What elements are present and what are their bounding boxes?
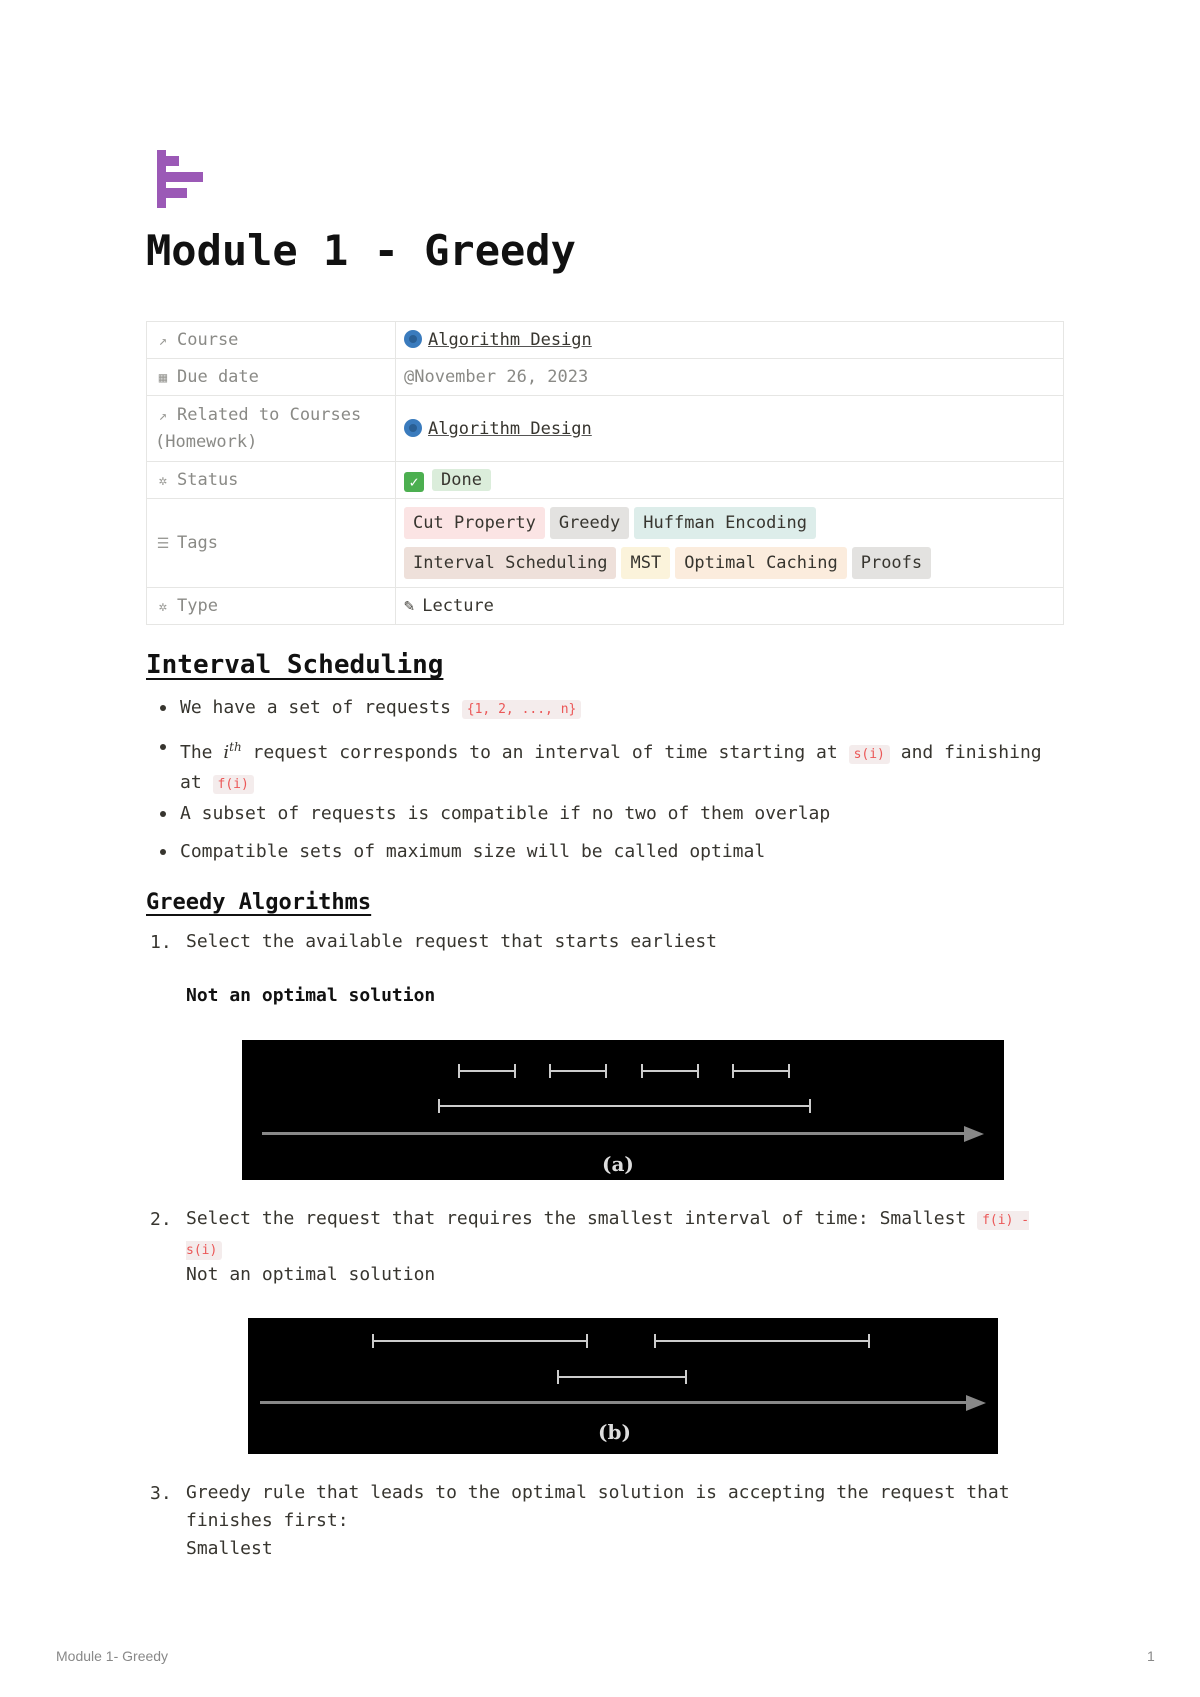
bullet-item: [180, 694, 581, 724]
bullet-text: request corresponds to an interval of time starting at: [252, 742, 838, 763]
inline-code: f(i) - s(i): [186, 1213, 1030, 1258]
math-i-th: $i^{th}$: [223, 740, 242, 763]
list-item-line: Greedy rule that leads to the optimal solution is accepting the request that: [186, 1482, 1010, 1503]
property-row-tags: [147, 499, 1064, 588]
property-row-status: [147, 462, 1064, 499]
calendar-icon: ▦: [158, 370, 168, 386]
bullet-dot: [160, 744, 166, 750]
footer-page-title: Module 1- Greedy: [56, 1648, 169, 1664]
interval-bar: [458, 1070, 516, 1072]
course-badge-icon: [404, 330, 422, 348]
related-course-link[interactable]: Algorithm Design: [428, 418, 592, 439]
relation-arrow-icon: ↗: [158, 408, 168, 424]
property-row-type: [147, 588, 1064, 625]
bullet-text: and finishing: [900, 742, 1042, 763]
interval-bar: [641, 1070, 699, 1072]
bullet-item: A subset of requests is compatible if no two of them overlap: [180, 803, 831, 824]
inline-code: s(i): [849, 745, 890, 764]
section-heading-interval-scheduling: Interval Scheduling: [146, 650, 444, 680]
bullet-item: Compatible sets of maximum size will be called optimal: [180, 841, 766, 862]
gear-icon: ✲: [158, 473, 168, 489]
diagram-figure-a: [242, 1040, 1004, 1180]
property-label: Status: [177, 470, 239, 490]
memo-icon: ✎: [404, 596, 415, 616]
timeline-axis: [260, 1401, 978, 1404]
diagram-figure-b: [248, 1318, 998, 1454]
properties-table: [146, 321, 1064, 625]
bullet-dot: [160, 849, 166, 855]
list-item-text: Select the available request that starts earliest: [186, 931, 718, 952]
due-date-value[interactable]: @November 26, 2023: [404, 367, 589, 387]
bullet-text: We have a set of requests: [180, 697, 451, 718]
list-item-line: Smallest: [186, 1538, 273, 1559]
interval-bar: [557, 1376, 687, 1378]
footer-page-number: 1: [1147, 1648, 1155, 1664]
inline-code: f(i): [213, 775, 254, 794]
type-value[interactable]: Lecture: [422, 596, 494, 616]
figure-label: (a): [602, 1152, 634, 1176]
interval-bar: [438, 1105, 811, 1107]
list-item-note: Not an optimal solution: [186, 985, 436, 1006]
checkmark-icon: ✓: [404, 472, 424, 492]
course-link[interactable]: Algorithm Design: [428, 330, 592, 350]
arrowhead-icon: [964, 1126, 984, 1142]
interval-bar: [372, 1340, 588, 1342]
list-item-text: [186, 1479, 1010, 1563]
property-row-course: [147, 322, 1064, 359]
list-item-note: Not an optimal solution: [186, 1264, 436, 1285]
list-number: 1.: [150, 932, 172, 953]
status-badge[interactable]: Done: [432, 469, 491, 491]
relation-arrow-icon: ↗: [158, 333, 168, 349]
page-bar-chart-icon: [155, 150, 205, 208]
bullet-text: at: [180, 772, 202, 793]
inline-code: {1, 2, ..., n}: [462, 700, 582, 719]
interval-bar: [549, 1070, 607, 1072]
tag-chip[interactable]: Optimal Caching: [675, 547, 847, 579]
tag-chip[interactable]: Huffman Encoding: [634, 507, 816, 539]
section-heading-greedy-algorithms: Greedy Algorithms: [146, 890, 372, 915]
tag-chip[interactable]: MST: [621, 547, 670, 579]
list-item-line: finishes first:: [186, 1510, 349, 1531]
tag-chip[interactable]: Cut Property: [404, 507, 545, 539]
list-item-label: Select the request that requires the smallest interval of time: Smallest: [186, 1208, 967, 1229]
list-number: 3.: [150, 1483, 172, 1504]
bullet-dot: [160, 705, 166, 711]
list-icon: ☰: [156, 536, 170, 552]
property-row-related: [147, 396, 1064, 462]
bullet-item: [180, 733, 1060, 799]
bullet-dot: [160, 811, 166, 817]
property-label: Course: [177, 330, 239, 350]
arrowhead-icon: [966, 1395, 986, 1411]
tag-chip[interactable]: Proofs: [852, 547, 931, 579]
tag-chip[interactable]: Greedy: [550, 507, 629, 539]
interval-bar: [654, 1340, 870, 1342]
property-row-due-date: [147, 359, 1064, 396]
timeline-axis: [262, 1132, 967, 1135]
property-label: Type: [177, 596, 218, 616]
course-badge-icon: [404, 419, 422, 437]
figure-label: (b): [598, 1420, 631, 1444]
tag-chip[interactable]: Interval Scheduling: [404, 547, 616, 579]
bullet-text: The: [180, 742, 213, 763]
list-number: 2.: [150, 1209, 172, 1230]
property-label: Tags: [177, 533, 218, 553]
page-title: Module 1 - Greedy: [146, 226, 576, 275]
property-label: Due date: [177, 367, 259, 387]
interval-bar: [732, 1070, 790, 1072]
list-item-text: [186, 1205, 1056, 1265]
gear-icon: ✲: [158, 599, 168, 615]
property-label: Related to Courses (Homework): [155, 405, 362, 452]
